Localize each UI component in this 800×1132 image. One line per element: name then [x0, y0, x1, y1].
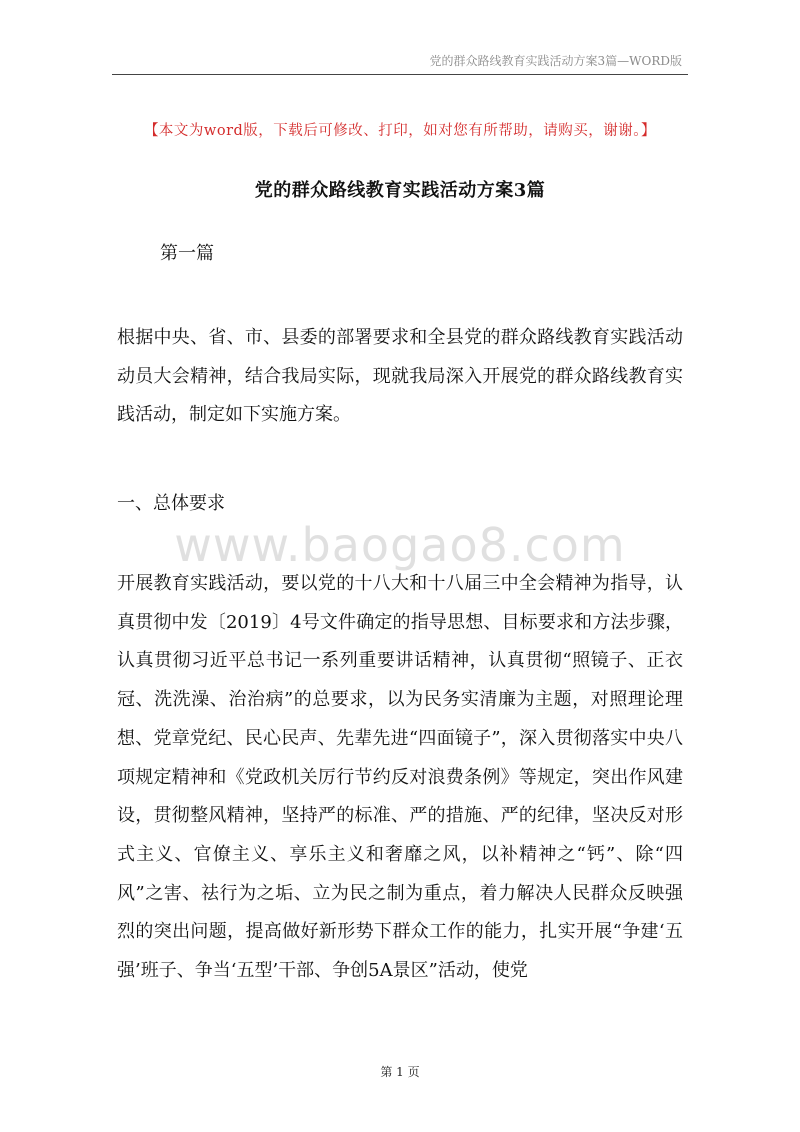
watermark: www.baogao8.com [174, 518, 626, 572]
document-title: 党的群众路线教育实践活动方案3篇 [254, 180, 546, 201]
paragraph-intro: 根据中央、省、市、县委的部署要求和全县党的群众路线教育实践活动动员大会精神，结合我局实际，现就我局深入开展党的群众路线教育实践活动，制定如下实施方案。 [117, 327, 683, 426]
download-notice: 【本文为word版，下载后可修改、打印，如对您有所帮助，请购买，谢谢。】 [143, 123, 657, 139]
header-divider [112, 74, 688, 75]
part-label: 第一篇 [160, 243, 214, 264]
running-header: 党的群众路线教育实践活动方案3篇—WORD版 [429, 54, 682, 68]
page-number: 第 1 页 [380, 1065, 420, 1079]
paragraph-general-requirements: 开展教育实践活动，要以党的十八大和十八届三中全会精神为指导，认真贯彻中发〔2019〕4号文件确定的指导思想、目标要求和方法步骤，认真贯彻习近平总书记一系列重要讲话精神，认真贯彻“照镜子、正衣冠、洗洗澡、治治病”的总要求，以为民务实清廉为主题，对照理论理想、党章党纪、民心民声、先辈先进“四面镜子”，深入贯彻落实中央八项规定精神和《党政机关厉行节约反对浪费条例》等规定，突出作风建设，贯彻整风精神，坚持严的标准、严的措施、严的纪律，坚决反对形式主义、官僚主义、享乐主义和奢靡之风，以补精神之“钙”、除“四风”之害、祛行为之垢、立为民之制为重点，着力解决人民群众反映强烈的突出问题，提高做好新形势下群众工作的能力，扎实开展“争建‘五强’班子、争当‘五型’干部、争创5A景区”活动，使党 [117, 573, 683, 982]
section-heading-general-requirements: 一、总体要求 [117, 493, 225, 514]
